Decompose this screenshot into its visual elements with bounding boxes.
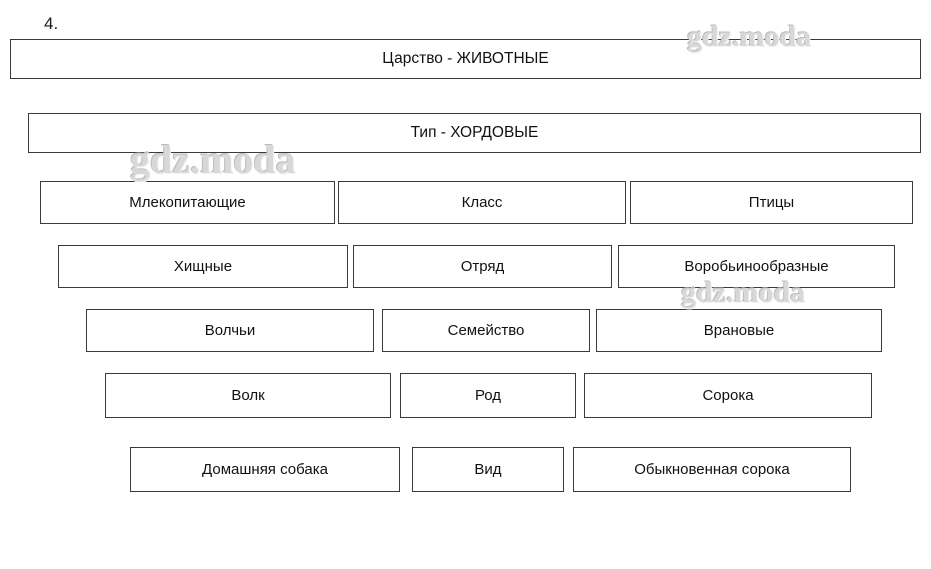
species-rank-box: Вид <box>412 447 564 492</box>
class-right-box: Птицы <box>630 181 913 224</box>
genus-right-box: Сорока <box>584 373 872 418</box>
watermark-top-right: gdz.moda <box>687 20 812 53</box>
order-rank-box: Отряд <box>353 245 612 288</box>
species-left-box: Домашняя собака <box>130 447 400 492</box>
family-rank-box: Семейство <box>382 309 590 352</box>
class-left-box: Млекопитающие <box>40 181 335 224</box>
kingdom-box: Царство - ЖИВОТНЫЕ <box>10 39 921 79</box>
order-left-box: Хищные <box>58 245 348 288</box>
order-right-box: Воробьинообразные <box>618 245 895 288</box>
family-left-box: Волчьи <box>86 309 374 352</box>
phylum-box: Тип - ХОРДОВЫЕ <box>28 113 921 153</box>
family-right-box: Врановые <box>596 309 882 352</box>
task-number: 4. <box>44 14 59 33</box>
species-right-box: Обыкновенная сорока <box>573 447 851 492</box>
watermark-middle-left: gdz.moda <box>130 137 296 182</box>
genus-rank-box: Род <box>400 373 576 418</box>
genus-left-box: Волк <box>105 373 391 418</box>
watermark-lower-right: gdz.moda <box>681 276 806 309</box>
class-rank-box: Класс <box>338 181 626 224</box>
